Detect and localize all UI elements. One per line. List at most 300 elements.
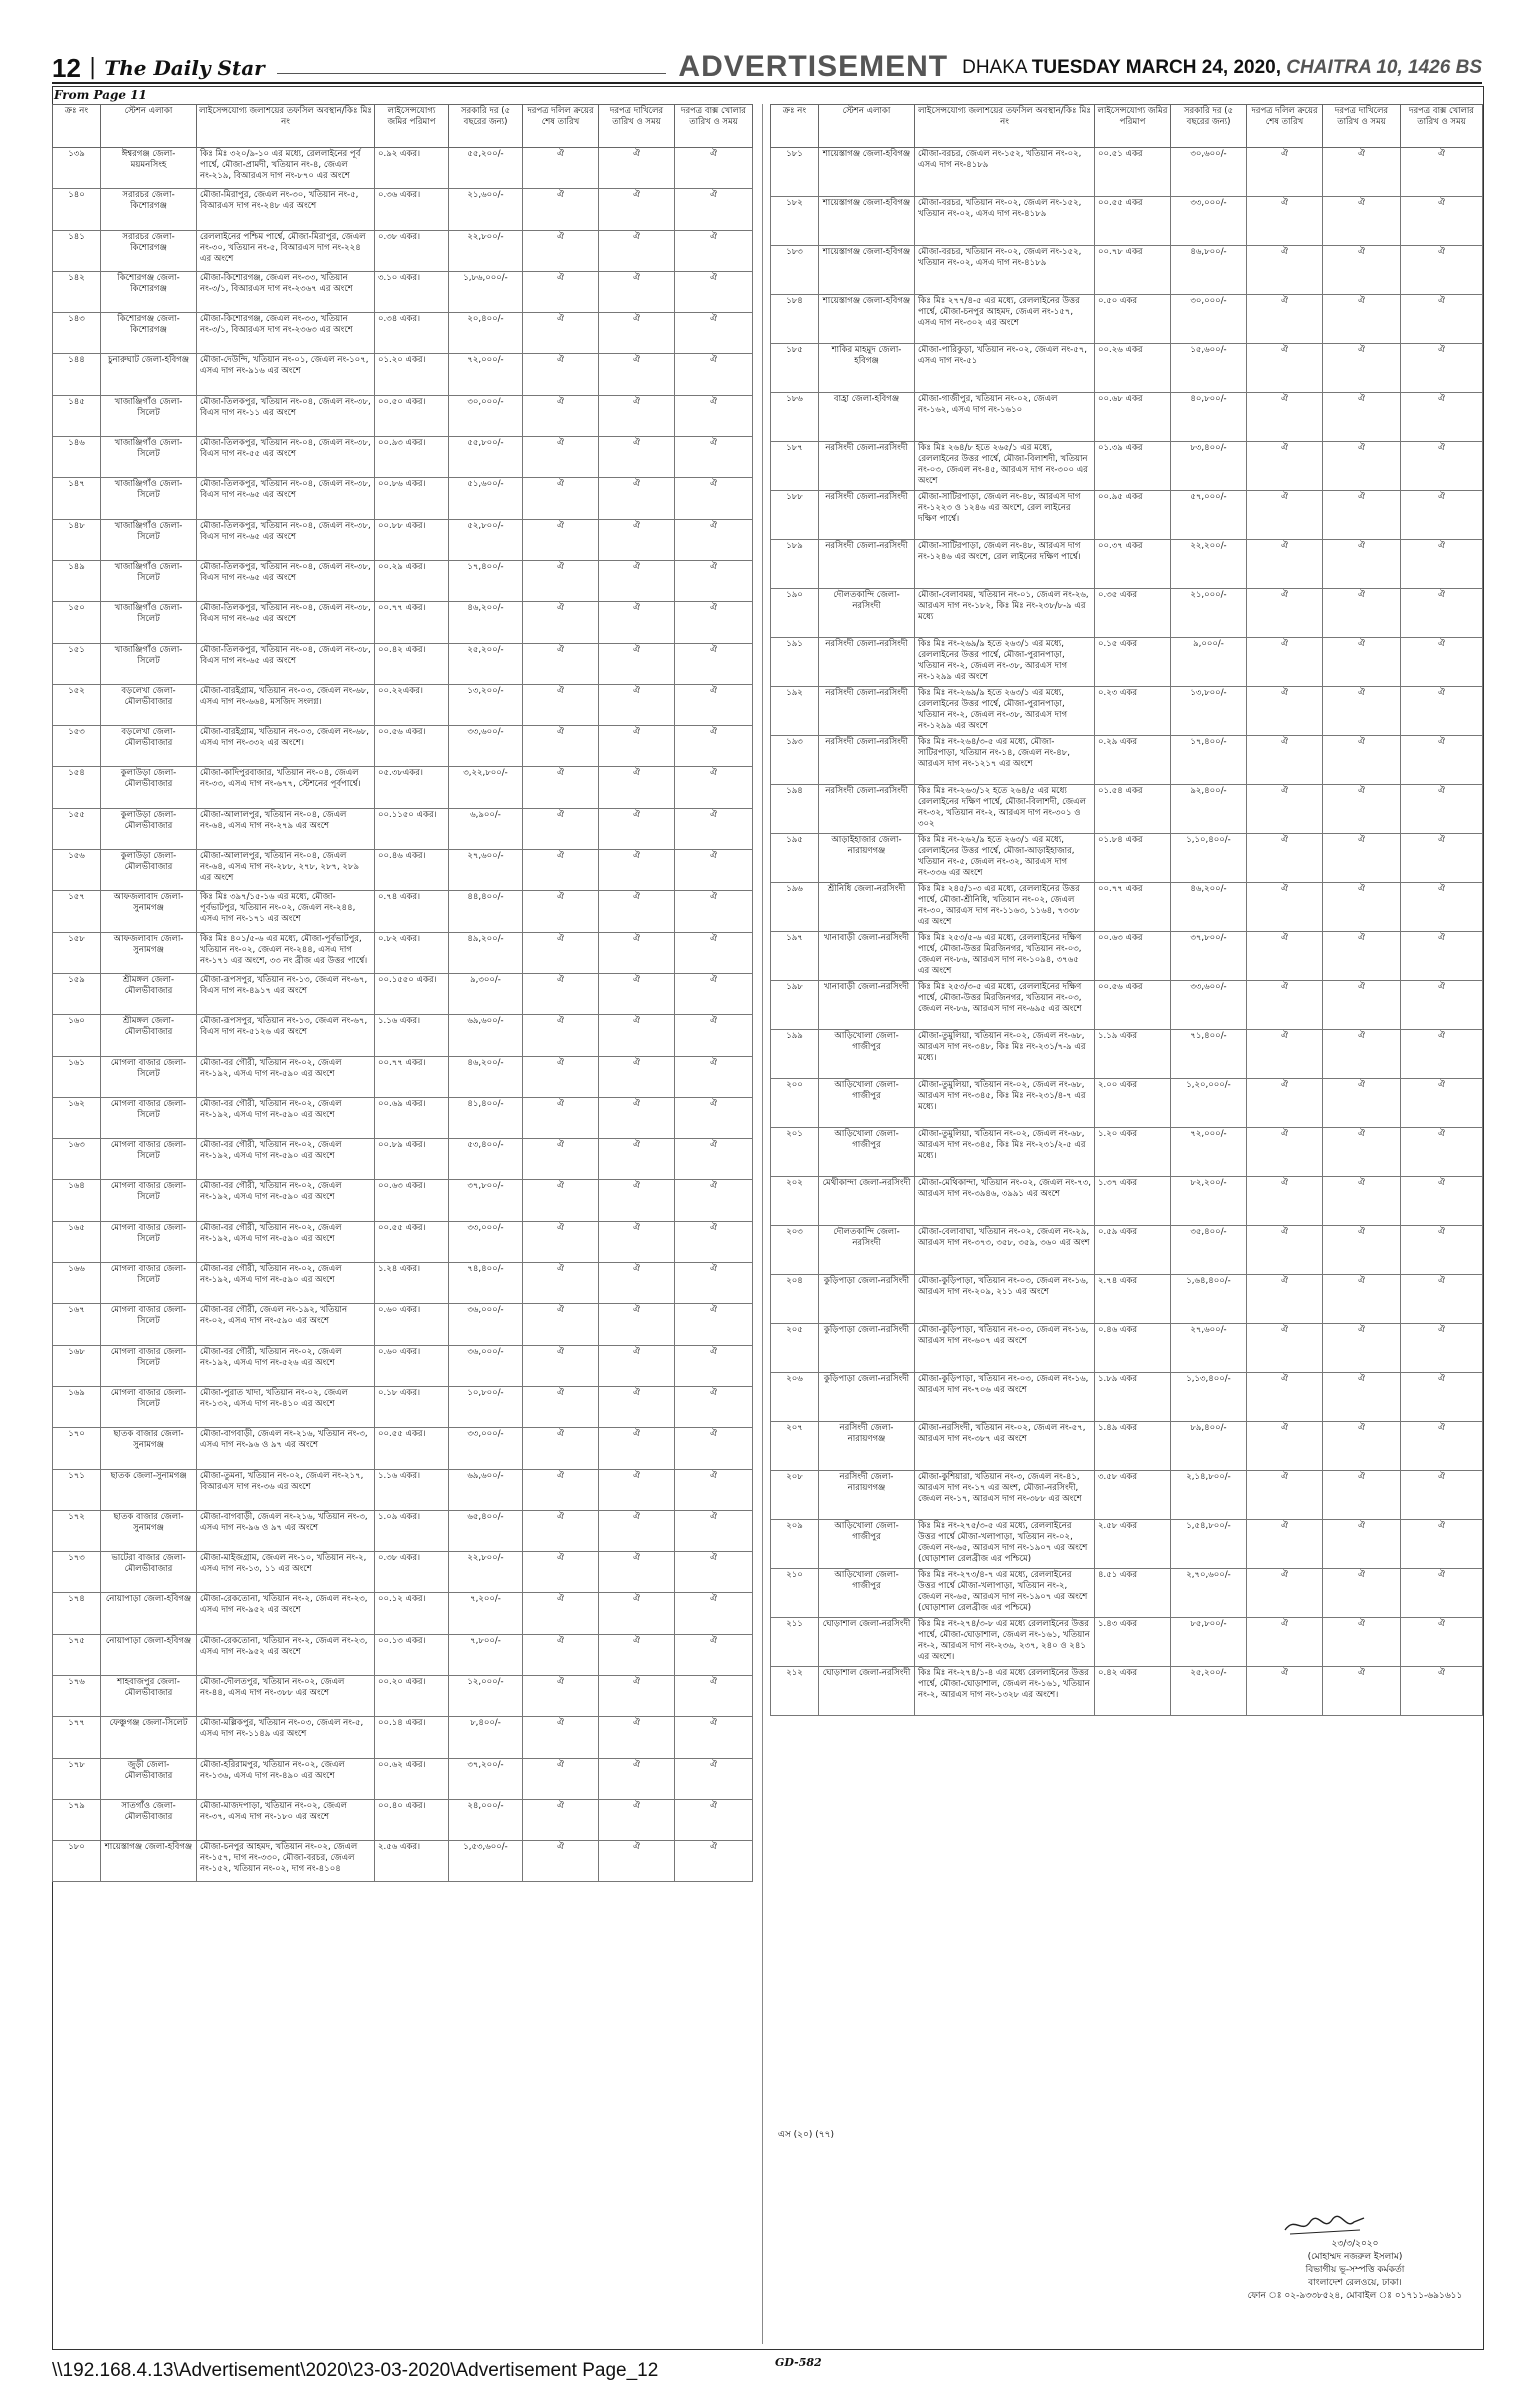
row-number: ২১১ [771, 1618, 819, 1667]
row-number: ১৮৪ [771, 295, 819, 344]
price-cell: ৫৫,৮০০/- [449, 437, 523, 478]
same-as-above-cell: ঐ [599, 1304, 675, 1345]
row-number: ১৯৮ [771, 981, 819, 1030]
same-as-above-cell: ঐ [1247, 1177, 1323, 1226]
price-cell: ১৭,৪০০/- [449, 560, 523, 601]
same-as-above-cell: ঐ [523, 230, 599, 271]
row-number: ১৫০ [53, 602, 101, 643]
same-as-above-cell: ঐ [1247, 736, 1323, 785]
price-cell: ৬৫,৪০০/- [449, 1510, 523, 1551]
table-row [53, 1304, 753, 1345]
table-row [53, 1180, 753, 1221]
price-cell: ৪১,৪০০/- [449, 1097, 523, 1138]
table-row [771, 1030, 1483, 1079]
station-cell: আড়িখোলা জেলা-গাজীপুর [819, 1030, 915, 1079]
area-cell: ০০.৫৬ একর [1095, 981, 1171, 1030]
same-as-above-cell: ঐ [599, 1841, 675, 1882]
price-cell: ২৭,৬০০/- [449, 850, 523, 891]
price-cell: ৭২,০০০/- [1171, 1128, 1247, 1177]
same-as-above-cell: ঐ [599, 1139, 675, 1180]
location-cell: মৌজা-চনপুর আহমদ, খতিয়ান নং-০২, জেএল নং-১৫৭, দাগ নং-৩৩০, মৌজা-বরচর, জেএল নং-১৫২, খতিয়ান নং-০২, দাগ নং-৪১০৪ [197, 1841, 375, 1882]
location-cell: মৌজা-বর গৌরী, খতিয়ান নং-০২, জেএল নং-১৯২, এসএ দাগ নং-৫৯০ এর অংশে [197, 1139, 375, 1180]
table-row [53, 1717, 753, 1758]
table-header-row [53, 105, 753, 148]
row-number: ১৬২ [53, 1097, 101, 1138]
price-cell: ১০,৮০০/- [449, 1386, 523, 1427]
table-row [53, 560, 753, 601]
column-header: স্টেশন এলাকা [819, 105, 915, 148]
price-cell: ৬৯,৬০০/- [449, 1015, 523, 1056]
column-header: দরপত্র বাক্স খোলার তারিখ ও সময় [1401, 105, 1483, 148]
row-number: ১৫৯ [53, 973, 101, 1014]
price-cell: ১,৫৪,৮০০/- [1171, 1520, 1247, 1569]
station-cell: দৌলতকান্দি জেলা-নরসিংদী [819, 1226, 915, 1275]
same-as-above-cell: ঐ [675, 1304, 753, 1345]
same-as-above-cell: ঐ [675, 271, 753, 312]
area-cell: ০.৫০ একর [1095, 295, 1171, 344]
station-cell: মোগলা বাজার জেলা-সিলেট [101, 1139, 197, 1180]
tender-table-right [770, 104, 1483, 1716]
dateline-date: TUESDAY MARCH 24, 2020, [1031, 57, 1282, 78]
same-as-above-cell: ঐ [523, 1386, 599, 1427]
same-as-above-cell: ঐ [523, 808, 599, 849]
location-cell: মৌজা-তিলকপুর, খতিয়ান নং-০৪, জেএল নং-৩৮, বিএস দাগ নং-৬৫ এর অংশে [197, 643, 375, 684]
row-number: ১৭৭ [53, 1717, 101, 1758]
station-cell: কুলাউড়া জেলা-মৌলভীবাজার [101, 850, 197, 891]
row-number: ১৮১ [771, 148, 819, 197]
table-row [53, 1758, 753, 1799]
station-cell: খাজাঞ্জিগাঁও জেলা-সিলেট [101, 602, 197, 643]
station-cell: ঈশ্বরগঞ্জ জেলা-ময়মনসিংহ [101, 148, 197, 189]
same-as-above-cell: ঐ [675, 850, 753, 891]
same-as-above-cell: ঐ [1401, 638, 1483, 687]
row-number: ১৬৬ [53, 1263, 101, 1304]
same-as-above-cell: ঐ [1247, 148, 1323, 197]
left-column [52, 104, 752, 1882]
price-cell: ৪৯,২০০/- [449, 932, 523, 973]
table-row [53, 354, 753, 395]
same-as-above-cell: ঐ [1247, 1079, 1323, 1128]
price-cell: ৫৩,৪০০/- [449, 1139, 523, 1180]
row-number: ১৬৩ [53, 1139, 101, 1180]
price-cell: ৩৩,০০০/- [449, 1428, 523, 1469]
row-number: ১৭২ [53, 1510, 101, 1551]
continued-from: From Page 11 [54, 88, 147, 102]
location-cell: মৌজা-মাজদপাড়া, খতিয়ান নং-০২, জেএল নং-৩৭, এসএ দাগ নং-১৮০ এর অংশে [197, 1799, 375, 1840]
same-as-above-cell: ঐ [599, 519, 675, 560]
same-as-above-cell: ঐ [523, 891, 599, 932]
price-cell: ৬,৯০০/- [449, 808, 523, 849]
same-as-above-cell: ঐ [675, 560, 753, 601]
same-as-above-cell: ঐ [1247, 1373, 1323, 1422]
table-row [771, 834, 1483, 883]
price-cell: ৭,৮০০/- [449, 1634, 523, 1675]
same-as-above-cell: ঐ [675, 1841, 753, 1882]
same-as-above-cell: ঐ [523, 1015, 599, 1056]
row-number: ১৮৫ [771, 344, 819, 393]
same-as-above-cell: ঐ [599, 1015, 675, 1056]
price-cell: ২২,৮০০/- [449, 230, 523, 271]
station-cell: শ্রীমঙ্গল জেলা-মৌলভীবাজার [101, 1015, 197, 1056]
table-row [53, 932, 753, 973]
table-row [771, 687, 1483, 736]
area-cell: ০.১৫ একর [1095, 638, 1171, 687]
price-cell: ৪৪,৪০০/- [449, 891, 523, 932]
same-as-above-cell: ঐ [599, 560, 675, 601]
price-cell: ১,১০,৪০০/- [1171, 834, 1247, 883]
price-cell: ১,২০,০০০/- [1171, 1079, 1247, 1128]
same-as-above-cell: ঐ [523, 189, 599, 230]
same-as-above-cell: ঐ [1247, 883, 1323, 932]
price-cell: ৪৬,২০০/- [449, 1056, 523, 1097]
table-row [53, 1510, 753, 1551]
row-number: ১৫৩ [53, 726, 101, 767]
station-cell: মোগলা বাজার জেলা-সিলেট [101, 1304, 197, 1345]
same-as-above-cell: ঐ [1323, 1618, 1401, 1667]
table-row [771, 1520, 1483, 1569]
station-cell: বড়লেখা জেলা-মৌলভীবাজার [101, 684, 197, 725]
area-cell: ১.১৬ একর। [375, 1469, 449, 1510]
area-cell: ০০.১৩ একর। [375, 1634, 449, 1675]
same-as-above-cell: ঐ [675, 1263, 753, 1304]
table-row [771, 1324, 1483, 1373]
area-cell: ০০.৩৭ একর [1095, 540, 1171, 589]
table-row [771, 638, 1483, 687]
same-as-above-cell: ঐ [599, 1097, 675, 1138]
station-cell: দৌলতকান্দি জেলা-নরসিংদী [819, 589, 915, 638]
location-cell: মৌজা-তিলকপুর, খতিয়ান নং-০৪, জেএল নং-৩৮, বিএস দাগ নং-৫৫ এর অংশে [197, 437, 375, 478]
row-number: ২০৭ [771, 1422, 819, 1471]
row-number: ১৭০ [53, 1428, 101, 1469]
same-as-above-cell: ঐ [1247, 442, 1323, 491]
table-row [53, 230, 753, 271]
price-cell: ৩৬,০০০/- [449, 1304, 523, 1345]
table-header-row [771, 105, 1483, 148]
table-row [771, 1618, 1483, 1667]
table-row [771, 1128, 1483, 1177]
price-cell: ২০,৪০০/- [449, 313, 523, 354]
table-row [53, 395, 753, 436]
table-body [771, 148, 1483, 1716]
station-cell: মোগলা বাজার জেলা-সিলেট [101, 1097, 197, 1138]
same-as-above-cell: ঐ [1323, 638, 1401, 687]
price-cell: ৩৩,০০০/- [449, 1221, 523, 1262]
station-cell: নোয়াপাড়া জেলা-হবিগঞ্জ [101, 1634, 197, 1675]
same-as-above-cell: ঐ [599, 1717, 675, 1758]
station-cell: শায়েস্তাগঞ্জ জেলা-হবিগঞ্জ [101, 1841, 197, 1882]
tender-table-left [52, 104, 753, 1882]
area-cell: ০.২৯ একর [1095, 736, 1171, 785]
table-row [53, 643, 753, 684]
row-number: ১৪৮ [53, 519, 101, 560]
same-as-above-cell: ঐ [1401, 1030, 1483, 1079]
station-cell: নরসিংদী জেলা-নরসিংদী [819, 540, 915, 589]
same-as-above-cell: ঐ [1323, 344, 1401, 393]
signatory-name: (মোহাম্মদ নজরুল ইসলাম) [1307, 2252, 1403, 2262]
area-cell: ০.৩৪ একর। [375, 313, 449, 354]
area-cell: ১.৩৭ একর [1095, 1177, 1171, 1226]
area-cell: ০০.৫৬ একর। [375, 726, 449, 767]
area-cell: ০০.৬২ একর। [375, 1758, 449, 1799]
row-number: ১৬১ [53, 1056, 101, 1097]
same-as-above-cell: ঐ [523, 1510, 599, 1551]
price-cell: ৩০,০০০/- [449, 395, 523, 436]
price-cell: ৪৬,২০০/- [449, 602, 523, 643]
station-cell: কিশোরগঞ্জ জেলা-কিশোরগঞ্জ [101, 313, 197, 354]
station-cell: খাজাঞ্জিগাঁও জেলা-সিলেট [101, 478, 197, 519]
row-number: ১৪১ [53, 230, 101, 271]
same-as-above-cell: ঐ [523, 1304, 599, 1345]
price-cell: ১,১৩,৪০০/- [1171, 1373, 1247, 1422]
table-row [53, 1263, 753, 1304]
table-row [771, 148, 1483, 197]
same-as-above-cell: ঐ [1401, 1324, 1483, 1373]
section-title: ADVERTISEMENT [678, 50, 949, 83]
price-cell: ২১,০০০/- [1171, 589, 1247, 638]
area-cell: ০.৩৮ একর। [375, 230, 449, 271]
row-number: ১৮৮ [771, 491, 819, 540]
row-number: ১৯৪ [771, 785, 819, 834]
same-as-above-cell: ঐ [1323, 1079, 1401, 1128]
price-cell: ৯২,৪০০/- [1171, 785, 1247, 834]
table-row [53, 313, 753, 354]
same-as-above-cell: ঐ [599, 148, 675, 189]
same-as-above-cell: ঐ [1323, 1520, 1401, 1569]
signature-block [1240, 2208, 1470, 2303]
row-number: ১৪৫ [53, 395, 101, 436]
location-cell: মৌজা-বরচর, খতিয়ান নং-০২, জেএল নং-১৫২, খতিয়ান নং-০২, এসএ দাগ নং-৪১৮৯ [915, 197, 1095, 246]
same-as-above-cell: ঐ [1323, 1128, 1401, 1177]
location-cell: মৌজা-তিলকপুর, খতিয়ান নং-০৪, জেএল নং-৩৮, বিএস দাগ নং-১১ এর অংশে [197, 395, 375, 436]
row-number: ১৯০ [771, 589, 819, 638]
same-as-above-cell: ঐ [1247, 1128, 1323, 1177]
row-number: ১৩৯ [53, 148, 101, 189]
same-as-above-cell: ঐ [599, 684, 675, 725]
table-row [53, 891, 753, 932]
area-cell: ০০.৫৫ একর। [375, 1221, 449, 1262]
station-cell: শাহবাজপুর জেলা-মৌলভীবাজার [101, 1675, 197, 1716]
location-cell: মৌজা-কুড়িপাড়া, খতিয়ান নং-০৩, জেএল নং-১৬, আরএস দাগ নং-৭০৬ এর অংশে [915, 1373, 1095, 1422]
location-cell: রেললাইনের পশ্চিম পার্শ্বে, মৌজা-মিরাপুর, জেএল নং-৩০, খতিয়ান নং-৫, বিআরএস দাগ নং-২২৪ এর অংশে [197, 230, 375, 271]
area-cell: ০.৬০ একর। [375, 1304, 449, 1345]
location-cell: মৌজা-হরিরামপুর, খতিয়ান নং-০২, জেএল নং-১৩৬, এসএ দাগ নং-৪৯০ এর অংশে [197, 1758, 375, 1799]
area-cell: ০১.৮৪ একর [1095, 834, 1171, 883]
area-cell: ০.৪৬ একর [1095, 1324, 1171, 1373]
same-as-above-cell: ঐ [1401, 981, 1483, 1030]
same-as-above-cell: ঐ [599, 1675, 675, 1716]
row-number: ১৮২ [771, 197, 819, 246]
location-cell: মৌজা-বারইগ্রাম, খতিয়ান নং-০৩, জেএল নং-৬৮, এসএ দাগ নং-৩৩২ এর অংশে। [197, 726, 375, 767]
area-cell: ০০.৬৯ একর। [375, 1097, 449, 1138]
area-cell: ০০.৪৬ একর। [375, 850, 449, 891]
same-as-above-cell: ঐ [675, 891, 753, 932]
same-as-above-cell: ঐ [675, 354, 753, 395]
station-cell: নরসিংদী জেলা-নরসিংদী [819, 491, 915, 540]
ad-code-note: এস (২০) (৭৭) [778, 2130, 834, 2140]
row-number: ১৯৩ [771, 736, 819, 785]
column-header: ক্রঃ নং [771, 105, 819, 148]
table-row [771, 883, 1483, 932]
same-as-above-cell: ঐ [675, 1469, 753, 1510]
same-as-above-cell: ঐ [1401, 1128, 1483, 1177]
row-number: ১৭৮ [53, 1758, 101, 1799]
location-cell: মৌজা-বারইগ্রাম, খতিয়ান নং-০৩, জেএল নং-৬৮, এসএ দাগ নং-৬৬৪, মসজিদ সংলগ্ন। [197, 684, 375, 725]
same-as-above-cell: ঐ [523, 1469, 599, 1510]
table-row [53, 1469, 753, 1510]
area-cell: ০৫.৩৮একর। [375, 767, 449, 808]
same-as-above-cell: ঐ [1401, 1275, 1483, 1324]
table-row [53, 1634, 753, 1675]
same-as-above-cell: ঐ [1247, 834, 1323, 883]
station-cell: সাতগাঁও জেলা-মৌলভীবাজার [101, 1799, 197, 1840]
price-cell: ১,৮৬,০০০/- [449, 271, 523, 312]
row-number: ২০৯ [771, 1520, 819, 1569]
price-cell: ১৭,৪০০/- [1171, 736, 1247, 785]
station-cell: বড়লেখা জেলা-মৌলভীবাজার [101, 726, 197, 767]
station-cell: আড়িখোলা জেলা-গাজীপুর [819, 1079, 915, 1128]
area-cell: ০.৭৪ একর। [375, 891, 449, 932]
column-header: লাইসেন্সযোগ্য জমির পরিমাপ [1095, 105, 1171, 148]
location-cell: মৌজা-কুড়িপাড়া, খতিয়ান নং-০৩, জেএল নং-১৬, আরএস দাগ নং-৬০৭ এর অংশে [915, 1324, 1095, 1373]
same-as-above-cell: ঐ [599, 1263, 675, 1304]
price-cell: ৩০,৬০০/- [1171, 148, 1247, 197]
station-cell: আড়িখোলা জেলা-গাজীপুর [819, 1128, 915, 1177]
same-as-above-cell: ঐ [523, 602, 599, 643]
same-as-above-cell: ঐ [1247, 1030, 1323, 1079]
location-cell: মৌজা-তিলকপুর, খতিয়ান নং-০৪, জেএল নং-৩৮, বিএস দাগ নং-৬৫ এর অংশে [197, 519, 375, 560]
station-cell: কুড়িপাড়া জেলা-নরসিংদী [819, 1275, 915, 1324]
same-as-above-cell: ঐ [675, 395, 753, 436]
location-cell: মৌজা-গাজীপুর, খতিয়ান নং-০২, জেএল নং-১৬২, এসএ দাগ নং-১৬১০ [915, 393, 1095, 442]
column-header: দরপত্র দাখিলের তারিখ ও সময় [1323, 105, 1401, 148]
row-number: ১৫৮ [53, 932, 101, 973]
same-as-above-cell: ঐ [523, 932, 599, 973]
location-cell: মৌজা-তুমুলিয়া, খতিয়ান নং-০২, জেএল নং-৬৮, আরএস দাগ নং-৩৪৮, কিঃ মিঃ নং-২৩১/৭-৯ এর মধ্যে। [915, 1030, 1095, 1079]
same-as-above-cell: ঐ [1401, 589, 1483, 638]
area-cell: ০.৬০ একর। [375, 1345, 449, 1386]
area-cell: ০০.৪২ একর। [375, 643, 449, 684]
same-as-above-cell: ঐ [1401, 1226, 1483, 1275]
area-cell: ০০.৫০ একর। [375, 395, 449, 436]
same-as-above-cell: ঐ [675, 1552, 753, 1593]
same-as-above-cell: ঐ [1323, 1373, 1401, 1422]
station-cell: শায়েস্তাগঞ্জ জেলা-হবিগঞ্জ [819, 197, 915, 246]
station-cell: ছাতক বাজার জেলা-সুনামগঞ্জ [101, 1510, 197, 1551]
station-cell: নোয়াপাড়া জেলা-হবিগঞ্জ [101, 1593, 197, 1634]
price-cell: ৭২,০০০/- [449, 354, 523, 395]
same-as-above-cell: ঐ [523, 726, 599, 767]
price-cell: ২১,৬০০/- [449, 189, 523, 230]
location-cell: মৌজা-তুমুলিয়া, খতিয়ান নং-০২, জেএল নং-৬৮, আরএস দাগ নং-৩৪৫, কিঃ মিঃ নং-২৩১/৪-৭ এর মধ্যে। [915, 1079, 1095, 1128]
area-cell: ১.৪৯ একর [1095, 1422, 1171, 1471]
same-as-above-cell: ঐ [523, 1799, 599, 1840]
station-cell: মোগলা বাজার জেলা-সিলেট [101, 1345, 197, 1386]
location-cell: মৌজা-তিলকপুর, খতিয়ান নং-০৪, জেএল নং-৩৮, বিএস দাগ নং-৬৫ এর অংশে [197, 560, 375, 601]
file-path: \\192.168.4.13\Advertisement\2020\23-03-2020\Advertisement Page_12 [52, 2360, 659, 2381]
table-row [53, 767, 753, 808]
same-as-above-cell: ঐ [523, 519, 599, 560]
station-cell: জুড়ী জেলা-মৌলভীবাজার [101, 1758, 197, 1799]
same-as-above-cell: ঐ [599, 1345, 675, 1386]
same-as-above-cell: ঐ [523, 1758, 599, 1799]
location-cell: মৌজা-বেলাবময়, খতিয়ান নং-০১, জেএল নং-২৬, আরএস দাগ নং-১৮২, কিঃ মিঃ নং-২৩৮/৮-৯ এর মধ্যে [915, 589, 1095, 638]
same-as-above-cell: ঐ [1401, 295, 1483, 344]
same-as-above-cell: ঐ [1401, 785, 1483, 834]
same-as-above-cell: ঐ [675, 1221, 753, 1262]
same-as-above-cell: ঐ [1323, 295, 1401, 344]
table-row [53, 1139, 753, 1180]
same-as-above-cell: ঐ [1401, 736, 1483, 785]
same-as-above-cell: ঐ [523, 560, 599, 601]
same-as-above-cell: ঐ [1247, 1275, 1323, 1324]
table-row [771, 981, 1483, 1030]
price-cell: ২২,৮০০/- [449, 1552, 523, 1593]
station-cell: মোগলা বাজার জেলা-সিলেট [101, 1221, 197, 1262]
table-row [53, 850, 753, 891]
area-cell: ০.৩৮ একর। [375, 1552, 449, 1593]
row-number: ১৪২ [53, 271, 101, 312]
price-cell: ৫৭,০০০/- [1171, 491, 1247, 540]
area-cell: ১.২০ একর [1095, 1128, 1171, 1177]
same-as-above-cell: ঐ [675, 1015, 753, 1056]
station-cell: খাজাঞ্জিগাঁও জেলা-সিলেট [101, 643, 197, 684]
same-as-above-cell: ঐ [523, 1139, 599, 1180]
area-cell: ০০.৫১ একর [1095, 148, 1171, 197]
same-as-above-cell: ঐ [1323, 1471, 1401, 1520]
same-as-above-cell: ঐ [675, 643, 753, 684]
area-cell: ০০.৬৩ একর [1095, 932, 1171, 981]
same-as-above-cell: ঐ [1247, 491, 1323, 540]
row-number: ১৬৮ [53, 1345, 101, 1386]
area-cell: ৪.৫১ একর [1095, 1569, 1171, 1618]
location-cell: মৌজা-দেউন্দি, খতিয়ান নং-০১, জেএল নং-১০৭, এসএ দাগ নং-৯১৬ এর অংশে [197, 354, 375, 395]
row-number: ১৫২ [53, 684, 101, 725]
location-cell: কিঃ মিঃ ২৪৫/১-৩ এর মধ্যে, রেললাইনের উত্তর পার্শ্বে, মৌজা-শ্রীনিধি, খতিয়ান নং-০২, জেএল নং-৩০, আরএস দাগ নং-১১৬৩, ১১৬৪, ৭৩৩৮ এর অংশে [915, 883, 1095, 932]
row-number: ১৬০ [53, 1015, 101, 1056]
same-as-above-cell: ঐ [1323, 736, 1401, 785]
table-row [771, 1373, 1483, 1422]
table-row [53, 1552, 753, 1593]
station-cell: খাজাঞ্জিগাঁও জেলা-সিলেট [101, 437, 197, 478]
area-cell: ০০.৫৫ একর। [375, 1428, 449, 1469]
location-cell: কিঃ মিঃ নং-২৬৯/৯ হতে ২৬৩/১ এর মধ্যে, রেললাইনের উত্তর পার্শ্বে, মৌজা-পুরানপাড়া, খতিয়ান নং-২, জেএল নং-৩৮, আরএস দাগ নং-১২৯৯ এর অংশে [915, 638, 1095, 687]
station-cell: মোগলা বাজার জেলা-সিলেট [101, 1056, 197, 1097]
price-cell: ৫১,৬০০/- [449, 478, 523, 519]
location-cell: মৌজা-কুশিয়ারা, খতিয়ান নং-৩, জেএল নং-৪১, আরএস দাগ নং-১৭ এর অংশ, মৌজা-নরসিংদী, জেএল নং-১৭, আরএস দাগ নং-৩৮৮ এর অংশে [915, 1471, 1095, 1520]
same-as-above-cell: ঐ [523, 271, 599, 312]
area-cell: ০০.৮৮ একর। [375, 519, 449, 560]
same-as-above-cell: ঐ [523, 148, 599, 189]
same-as-above-cell: ঐ [1323, 932, 1401, 981]
location-cell: মৌজা-বর গৌরী, খতিয়ান নং-০২, জেএল নং-১৯২, এসএ দাগ নং-৫৯০ এর অংশে [197, 1263, 375, 1304]
same-as-above-cell: ঐ [599, 230, 675, 271]
table-row [53, 189, 753, 230]
location-cell: মৌজা-মেথিকান্দা, খতিয়ান নং-০২, জেএল নং-৭৩, আরএস দাগ নং-৩৯৪৬, ৩৯৯১ এর অংশে [915, 1177, 1095, 1226]
column-header: দরপত্র দলিল ক্রয়ের শেষ তারিখ [523, 105, 599, 148]
same-as-above-cell: ঐ [1323, 1030, 1401, 1079]
same-as-above-cell: ঐ [1247, 1569, 1323, 1618]
row-number: ১৮৩ [771, 246, 819, 295]
location-cell: মৌজা-তুমুলিয়া, খতিয়ান নং-০২, জেএল নং-৬৮, আরএস দাগ নং-৩৪৫, কিঃ মিঃ নং-২৩১/২-৫ এর মধ্যে। [915, 1128, 1095, 1177]
same-as-above-cell: ঐ [675, 1428, 753, 1469]
location-cell: মৌজা-কুড়িপাড়া, খতিয়ান নং-০৩, জেএল নং-১৬, আরএস দাগ নং-২০৯, ২১১ এর অংশে [915, 1275, 1095, 1324]
station-cell: নরসিংদী জেলা-নারায়ণগঞ্জ [819, 1422, 915, 1471]
same-as-above-cell: ঐ [599, 313, 675, 354]
same-as-above-cell: ঐ [523, 767, 599, 808]
same-as-above-cell: ঐ [523, 1552, 599, 1593]
table-row [771, 932, 1483, 981]
same-as-above-cell: ঐ [1401, 834, 1483, 883]
